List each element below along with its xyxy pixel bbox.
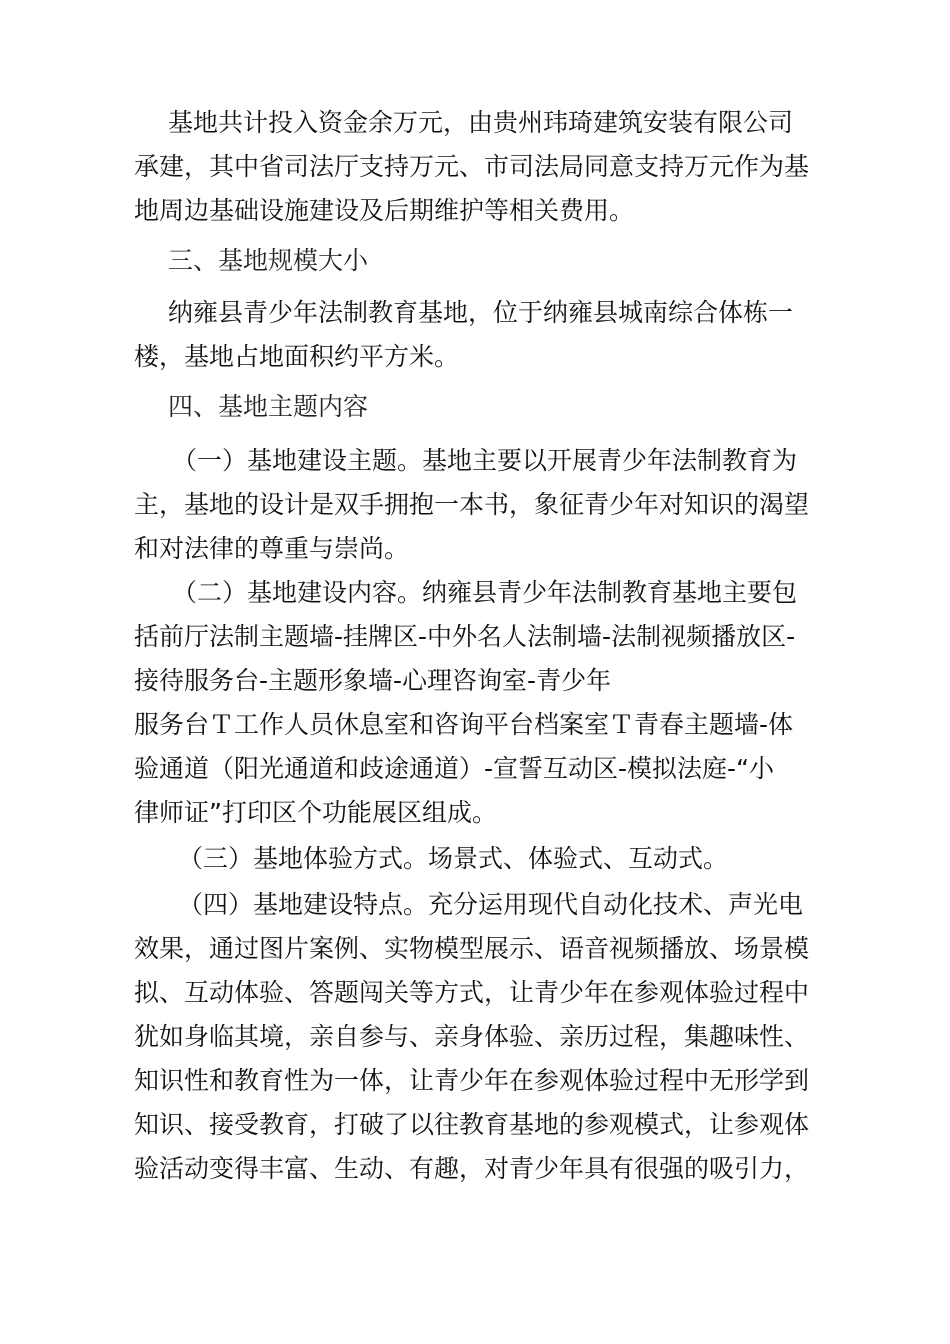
paragraph-line: 效果，通过图片案例、实物模型展示、语音视频播放、场景模 [134, 934, 810, 963]
paragraph-line: 知识性和教育性为一体，让青少年在参观体验过程中无形学到 [134, 1066, 810, 1095]
paragraph-line: 括前厅法制主题墙-挂牌区-中外名人法制墙-法制视频播放区- [134, 622, 796, 651]
paragraph-line: 接待服务台-主题形象墙-心理咨询室-青少年 [134, 666, 612, 695]
paragraph-line: （一）基地建设主题。基地主要以开展青少年法制教育为 [172, 446, 798, 475]
paragraph-line: 律师证”打印区个功能展区组成。 [134, 798, 497, 827]
paragraph-line: 拟、互动体验、答题闯关等方式，让青少年在参观体验过程中 [134, 978, 810, 1007]
paragraph-line: 承建，其中省司法厅支持万元、市司法局同意支持万元作为基 [134, 152, 810, 181]
paragraph-line: 楼，基地占地面积约平方米。 [134, 342, 460, 371]
paragraph-line: 知识、接受教育，打破了以往教育基地的参观模式，让参观体 [134, 1110, 810, 1139]
paragraph-line: 服务台Ｔ工作人员休息室和咨询平台档案室Ｔ青春主题墙-体 [134, 710, 794, 739]
paragraph-line: 犹如身临其境，亲自参与、亲身体验、亲历过程，集趣味性、 [134, 1022, 810, 1051]
section-heading: 四、基地主题内容 [168, 392, 369, 421]
paragraph-line: 地周边基础设施建设及后期维护等相关费用。 [134, 196, 635, 225]
paragraph-line: （四）基地建设特点。充分运用现代自动化技术、声光电 [178, 890, 804, 919]
paragraph-line: 基地共计投入资金余万元，由贵州玮琦建筑安装有限公司 [168, 108, 794, 137]
section-heading: 三、基地规模大小 [168, 246, 369, 275]
paragraph-line: 验活动变得丰富、生动、有趣，对青少年具有很强的吸引力， [134, 1154, 810, 1183]
paragraph-line: 验通道（阳光通道和歧途通道）-宣誓互动区-模拟法庭-“小 [134, 754, 775, 783]
paragraph-line: 纳雍县青少年法制教育基地，位于纳雍县城南综合体栋一 [168, 298, 794, 327]
paragraph-line: 主，基地的设计是双手拥抱一本书，象征青少年对知识的渴望 [134, 490, 810, 519]
paragraph-line: （三）基地体验方式。场景式、体验式、互动式。 [178, 844, 729, 873]
paragraph-line: （二）基地建设内容。纳雍县青少年法制教育基地主要包 [172, 578, 798, 607]
paragraph-line: 和对法律的尊重与崇尚。 [134, 534, 410, 563]
